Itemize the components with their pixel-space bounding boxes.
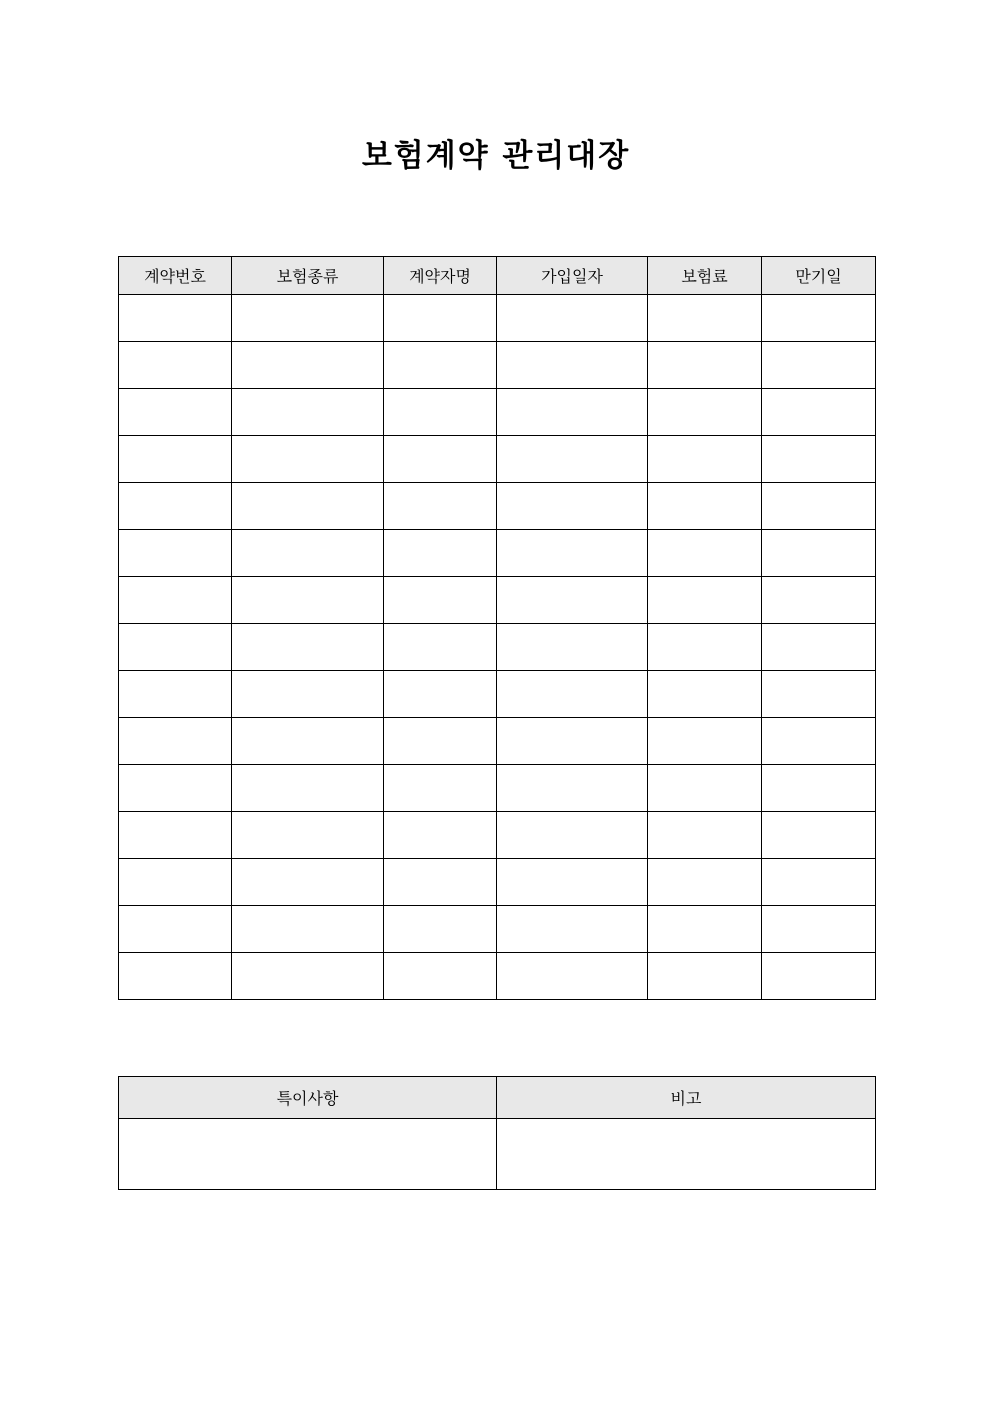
table-cell[interactable] <box>762 906 876 953</box>
table-cell[interactable] <box>119 389 232 436</box>
table-row <box>119 671 876 718</box>
table-cell[interactable] <box>648 765 762 812</box>
table-cell[interactable] <box>119 718 232 765</box>
remarks-cell[interactable] <box>497 1119 876 1190</box>
table-row <box>119 436 876 483</box>
table-cell[interactable] <box>762 577 876 624</box>
table-cell[interactable] <box>648 342 762 389</box>
table-cell[interactable] <box>648 577 762 624</box>
table-cell[interactable] <box>119 765 232 812</box>
table-row <box>119 342 876 389</box>
table-cell[interactable] <box>384 295 497 342</box>
table-cell[interactable] <box>762 389 876 436</box>
table-cell[interactable] <box>119 483 232 530</box>
table-cell[interactable] <box>232 718 384 765</box>
table-cell[interactable] <box>119 342 232 389</box>
table-cell[interactable] <box>384 671 497 718</box>
table-cell[interactable] <box>119 530 232 577</box>
table-cell[interactable] <box>497 295 648 342</box>
table-cell[interactable] <box>648 718 762 765</box>
table-cell[interactable] <box>648 389 762 436</box>
table-cell[interactable] <box>232 342 384 389</box>
table-cell[interactable] <box>384 859 497 906</box>
table-cell[interactable] <box>232 577 384 624</box>
table-cell[interactable] <box>232 389 384 436</box>
table-cell[interactable] <box>648 436 762 483</box>
table-row <box>119 577 876 624</box>
table-cell[interactable] <box>384 577 497 624</box>
page-title: 보험계약 관리대장 <box>361 138 631 174</box>
table-cell[interactable] <box>648 671 762 718</box>
contract-table <box>118 256 876 1000</box>
notes-row <box>119 1119 876 1190</box>
table-cell[interactable] <box>232 530 384 577</box>
table-cell[interactable] <box>384 953 497 1000</box>
table-cell[interactable] <box>384 436 497 483</box>
table-cell[interactable] <box>232 765 384 812</box>
table-cell[interactable] <box>119 812 232 859</box>
table-cell[interactable] <box>762 765 876 812</box>
column-header-special-notes: 특이사항 <box>119 1077 497 1119</box>
column-header-premium: 보험료 <box>648 257 762 295</box>
table-cell[interactable] <box>384 718 497 765</box>
table-row <box>119 624 876 671</box>
table-cell[interactable] <box>497 577 648 624</box>
table-row <box>119 953 876 1000</box>
table-cell[interactable] <box>119 859 232 906</box>
table-cell[interactable] <box>497 436 648 483</box>
table-cell[interactable] <box>384 812 497 859</box>
column-header-contract-number: 계약번호 <box>119 257 232 295</box>
table-cell[interactable] <box>648 859 762 906</box>
table-cell[interactable] <box>648 483 762 530</box>
column-header-expiry-date: 만기일 <box>762 257 876 295</box>
table-row <box>119 389 876 436</box>
table-cell[interactable] <box>384 906 497 953</box>
table-cell[interactable] <box>648 295 762 342</box>
table-cell[interactable] <box>648 906 762 953</box>
table-cell[interactable] <box>497 483 648 530</box>
table-row <box>119 530 876 577</box>
table-cell[interactable] <box>119 436 232 483</box>
table-cell[interactable] <box>762 342 876 389</box>
table-cell[interactable] <box>232 624 384 671</box>
table-cell[interactable] <box>119 295 232 342</box>
table-cell[interactable] <box>119 624 232 671</box>
table-cell[interactable] <box>762 436 876 483</box>
notes-header-row <box>119 1077 876 1119</box>
table-row <box>119 295 876 342</box>
table-cell[interactable] <box>232 436 384 483</box>
table-cell[interactable] <box>648 812 762 859</box>
table-cell[interactable] <box>119 906 232 953</box>
table-cell[interactable] <box>762 295 876 342</box>
table-cell[interactable] <box>762 624 876 671</box>
column-header-contractor-name: 계약자명 <box>384 257 497 295</box>
table-cell[interactable] <box>384 765 497 812</box>
notes-table <box>118 1076 876 1190</box>
table-cell[interactable] <box>762 530 876 577</box>
table-cell[interactable] <box>119 671 232 718</box>
table-cell[interactable] <box>384 483 497 530</box>
contract-table-body <box>119 295 876 1000</box>
table-cell[interactable] <box>232 295 384 342</box>
table-cell[interactable] <box>232 859 384 906</box>
table-cell[interactable] <box>232 483 384 530</box>
table-cell[interactable] <box>384 624 497 671</box>
table-cell[interactable] <box>232 953 384 1000</box>
table-cell[interactable] <box>497 859 648 906</box>
table-cell[interactable] <box>762 812 876 859</box>
table-row <box>119 718 876 765</box>
table-row <box>119 906 876 953</box>
table-cell[interactable] <box>497 671 648 718</box>
table-cell[interactable] <box>762 718 876 765</box>
table-cell[interactable] <box>232 812 384 859</box>
special-notes-cell[interactable] <box>119 1119 497 1190</box>
table-cell[interactable] <box>119 953 232 1000</box>
table-cell[interactable] <box>648 530 762 577</box>
table-cell[interactable] <box>497 953 648 1000</box>
table-cell[interactable] <box>762 483 876 530</box>
table-cell[interactable] <box>232 671 384 718</box>
table-cell[interactable] <box>384 342 497 389</box>
table-row <box>119 859 876 906</box>
column-header-join-date: 가입일자 <box>497 257 648 295</box>
table-cell[interactable] <box>497 812 648 859</box>
table-row <box>119 812 876 859</box>
table-cell[interactable] <box>232 906 384 953</box>
table-cell[interactable] <box>648 624 762 671</box>
table-cell[interactable] <box>497 389 648 436</box>
table-cell[interactable] <box>497 530 648 577</box>
table-cell[interactable] <box>119 577 232 624</box>
table-cell[interactable] <box>762 953 876 1000</box>
table-cell[interactable] <box>497 906 648 953</box>
table-row <box>119 765 876 812</box>
column-header-remarks: 비고 <box>497 1077 876 1119</box>
table-cell[interactable] <box>497 624 648 671</box>
table-cell[interactable] <box>497 718 648 765</box>
table-cell[interactable] <box>762 859 876 906</box>
column-header-insurance-type: 보험종류 <box>232 257 384 295</box>
table-cell[interactable] <box>384 530 497 577</box>
table-cell[interactable] <box>384 389 497 436</box>
table-cell[interactable] <box>497 342 648 389</box>
table-header-row <box>119 257 876 295</box>
table-cell[interactable] <box>497 765 648 812</box>
table-cell[interactable] <box>762 671 876 718</box>
table-row <box>119 483 876 530</box>
table-cell[interactable] <box>648 953 762 1000</box>
